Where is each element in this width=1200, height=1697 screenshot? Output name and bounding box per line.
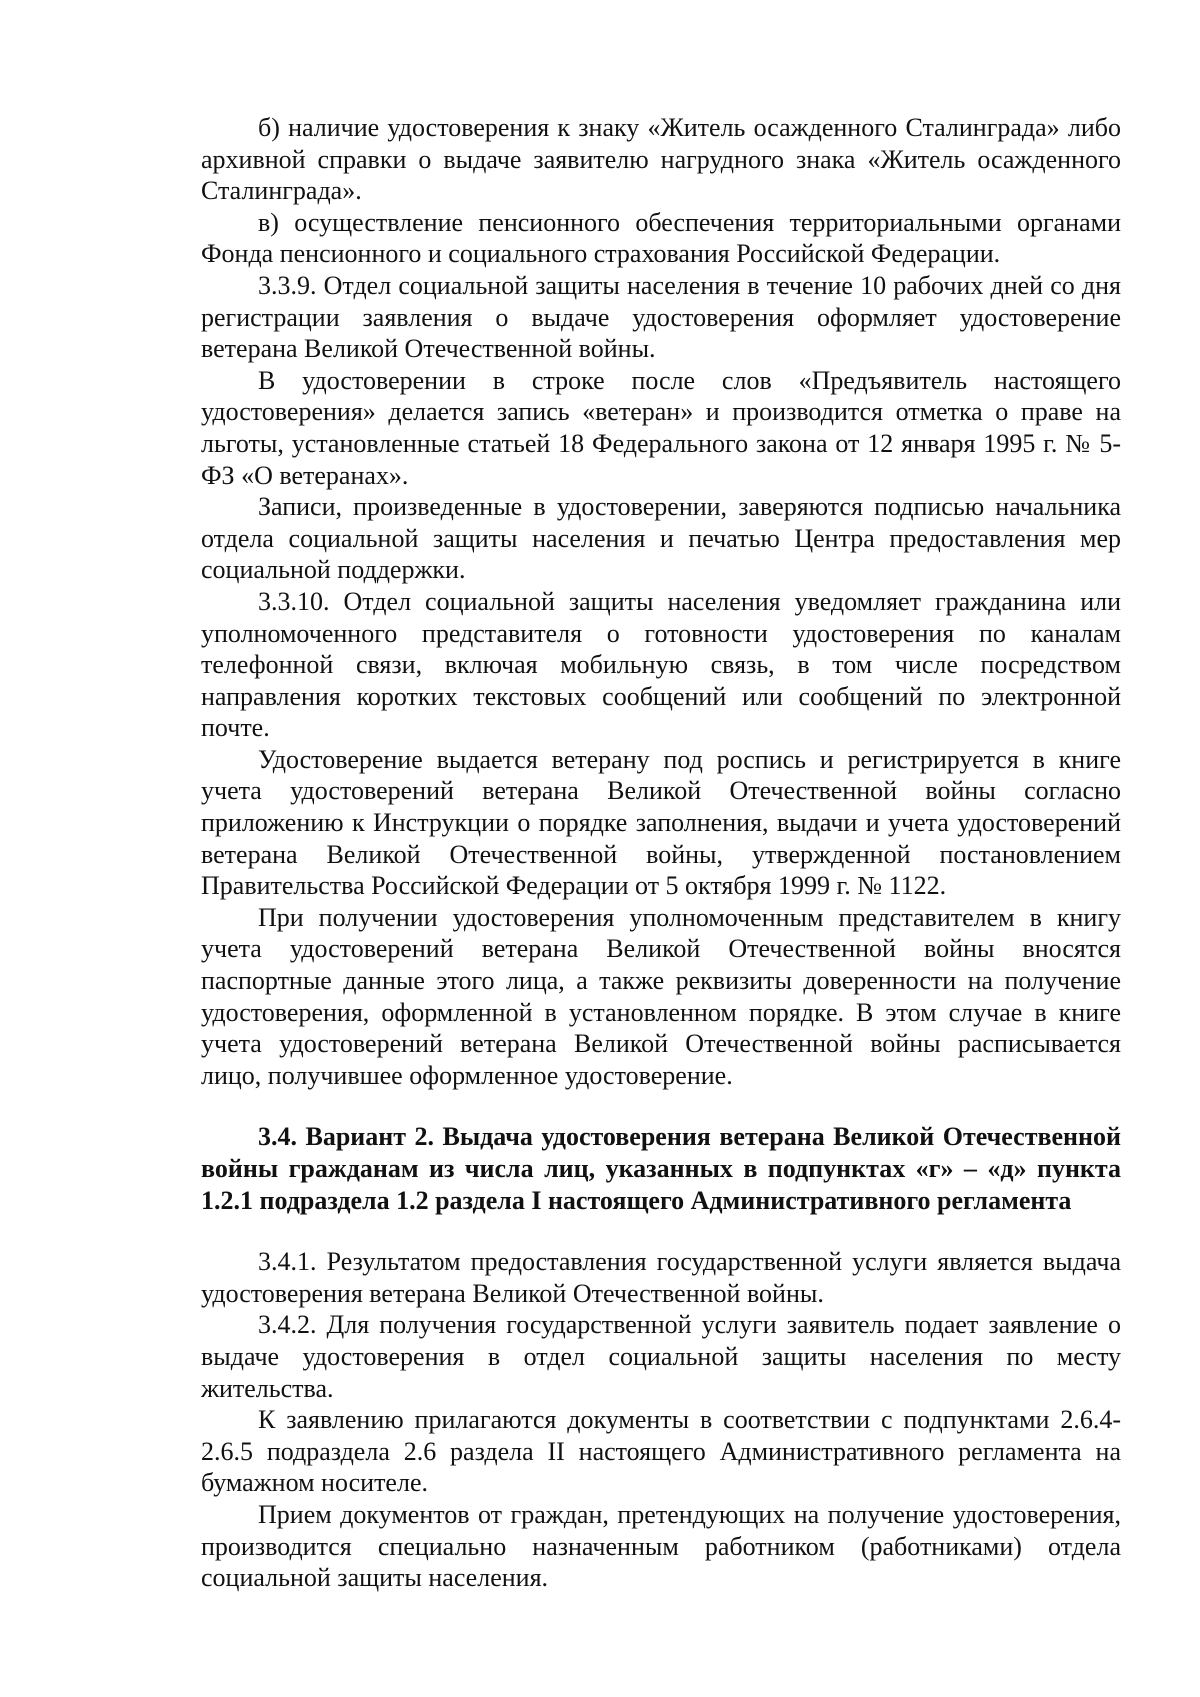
paragraph-certificate-entry: В удостоверении в строке после слов «Предъявитель настоящего удостоверения» делается запись «ветеран» и производится отметка о праве на льготы, установленные статьей 18 Федерального закона от 12 января 1995 г. № 5-ФЗ «О ветеранах». <box>201 365 1121 490</box>
paragraph-3-4-2: 3.4.2. Для получения государственной услуги заявитель подает заявление о выдаче удостоверения в отдел социальной защиты населения по месту жительства. <box>201 1310 1121 1403</box>
paragraph-v-pension: в) осуществление пенсионного обеспечения территориальными органами Фонда пенсионного и социального страхования Российской Федерации. <box>201 207 1121 269</box>
paragraph-attached-documents: К заявлению прилагаются документы в соответствии с подпунктами 2.6.4-2.6.5 подраздела 2.6 раздела II настоящего Административного регламента на бумажном носителе. <box>201 1405 1121 1498</box>
paragraph-records-certified: Записи, произведенные в удостоверении, заверяются подписью начальника отдела социальной защиты населения и печатью Центра предоставления мер социальной поддержки. <box>201 492 1121 585</box>
section-heading-3-4: 3.4. Вариант 2. Выдача удостоверения ветерана Великой Отечественной войны гражданам из числа лиц, указанных в подпунктах «г» – «д» пункта 1.2.1 подраздела 1.2 раздела I настоящего Административного регламента <box>201 1122 1121 1215</box>
paragraph-representative: При получении удостоверения уполномоченным представителем в книгу учета удостоверений ветерана Великой Отечественной войны вносятся паспортные данные этого лица, а также реквизиты доверенности на получение удостоверения, оформленной в установленном порядке. В этом случае в книге учета удостоверений ветерана Великой Отечественной войны расписывается лицо, получившее оформленное удостоверение. <box>201 902 1121 1090</box>
paragraph-certificate-issued: Удостоверение выдается ветерану под роспись и регистрируется в книге учета удостоверений ветерана Великой Отечественной войны согласно приложению к Инструкции о порядке заполнения, выдачи и учета удостоверений ветерана Великой Отечественной войны, утвержденной постановлением Правительства Российской Федерации от 5 октября 1999 г. № 1122. <box>201 744 1121 901</box>
paragraph-b-stalingrad: б) наличие удостоверения к знаку «Житель осажденного Сталинграда» либо архивной справки о выдаче заявителю нагрудного знака «Житель осажденного Сталинграда». <box>201 113 1121 206</box>
document-page <box>201 112 1121 1594</box>
paragraph-document-reception: Прием документов от граждан, претендующих на получение удостоверения, производится специально назначенным работником (работниками) отдела социальной защиты населения. <box>201 1499 1121 1593</box>
paragraph-3-4-1: 3.4.1. Результатом предоставления государственной услуги является выдача удостоверения ветерана Великой Отечественной войны. <box>201 1247 1121 1308</box>
paragraph-3-3-10: 3.3.10. Отдел социальной защиты населения уведомляет гражданина или уполномоченного представителя о готовности удостоверения по каналам телефонной связи, включая мобильную связь, в том числе посредством направления коротких текстовых сообщений или сообщений по электронной почте. <box>201 586 1121 743</box>
paragraph-3-3-9: 3.3.9. Отдел социальной защиты населения в течение 10 рабочих дней со дня регистрации заявления о выдаче удостоверения оформляет удостоверение ветерана Великой Отечественной войны. <box>201 270 1121 364</box>
